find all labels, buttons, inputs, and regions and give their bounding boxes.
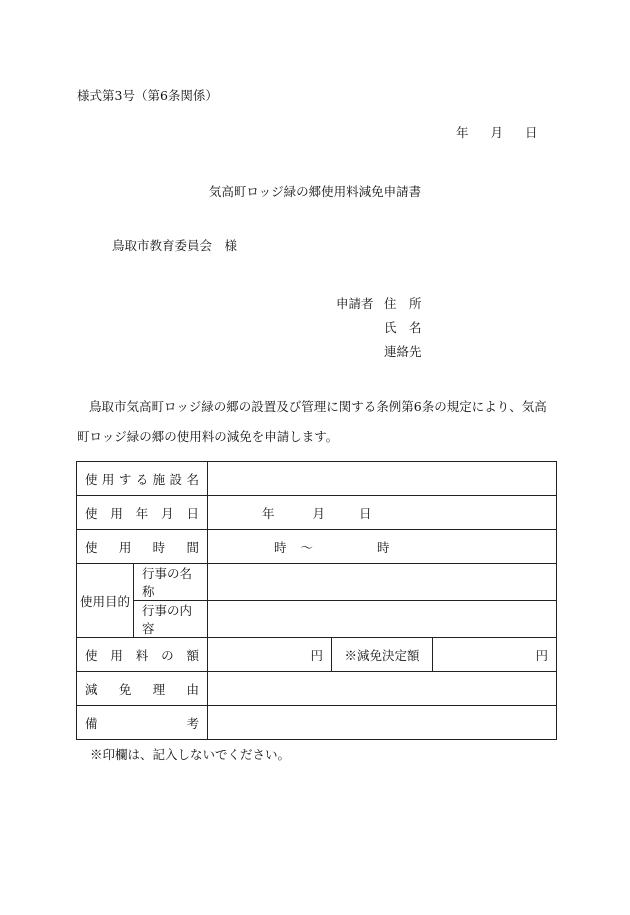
date-label: 使 用 年 月 日 (85, 505, 200, 521)
remarks-label-cell (77, 706, 208, 740)
date-month-label: 月 (490, 125, 504, 140)
date-year-label: 年 (456, 125, 469, 140)
reduction-amount-label: ※減免決定額 (332, 638, 433, 672)
reduction-reason-field[interactable] (208, 672, 557, 706)
name-label: 氏 名 (384, 320, 422, 335)
fee-amount-field[interactable] (208, 638, 332, 672)
event-content-label: 行事の内容 (134, 601, 208, 638)
date-day-label: 日 (525, 125, 538, 140)
time-end-label: 時 (377, 539, 390, 555)
time-label-cell (77, 530, 208, 564)
fee-unit: 円 (310, 647, 324, 663)
usage-date-month: 月 (312, 505, 326, 521)
addressee: 鳥取市教育委員会 様 (112, 238, 238, 253)
row-fee (77, 638, 557, 672)
facility-name-field[interactable] (208, 462, 557, 496)
row-remarks (77, 706, 557, 740)
row-date (77, 496, 557, 530)
reduction-unit: 円 (535, 647, 549, 663)
reduction-amount-field[interactable] (433, 638, 557, 672)
fee-label: 使 用 料 の 額 (85, 647, 200, 663)
usage-date-year: 年 (262, 505, 275, 521)
time-label: 使 用 時 間 (85, 539, 199, 555)
purpose-label: 使用目的 (77, 564, 134, 638)
row-event-name (77, 564, 557, 601)
form-number: 様式第3号（第6条関係） (77, 88, 218, 103)
remarks-field[interactable] (208, 706, 557, 740)
time-tilde: ～ (300, 539, 314, 555)
row-time (77, 530, 557, 564)
application-form-table (76, 461, 557, 740)
date-line (456, 123, 538, 141)
usage-date-field[interactable] (208, 496, 557, 530)
reason-label-cell (77, 672, 208, 706)
row-reason (77, 672, 557, 706)
facility-label-cell (77, 462, 208, 496)
usage-date-day: 日 (359, 505, 372, 521)
event-name-field[interactable] (208, 564, 557, 601)
remarks-label: 備 考 (85, 715, 200, 731)
time-start-label: 時 (274, 539, 287, 555)
contact-label: 連絡先 (384, 344, 422, 359)
row-event-content (77, 601, 557, 638)
usage-time-field[interactable] (208, 530, 557, 564)
address-label: 住 所 (384, 296, 422, 311)
application-statement: 鳥取市気高町ロッジ緑の郷の設置及び管理に関する条例第6条の規定により、気高町ロッジ緑の郷の使用料の減免を申請します。 (77, 399, 547, 444)
applicant-role-label: 申請者 (336, 296, 374, 311)
facility-label: 使 用 す る 施 設 名 (85, 471, 199, 487)
fee-label-cell (77, 638, 208, 672)
event-content-field[interactable] (208, 601, 557, 638)
date-label-cell (77, 496, 208, 530)
footnote: ※印欄は、記入しないでください。 (90, 747, 291, 762)
event-name-label: 行事の名称 (134, 564, 208, 601)
document-title: 気高町ロッジ緑の郷使用料減免申請書 (208, 184, 422, 199)
row-facility (77, 462, 557, 496)
reason-label: 減 免 理 由 (85, 681, 199, 697)
